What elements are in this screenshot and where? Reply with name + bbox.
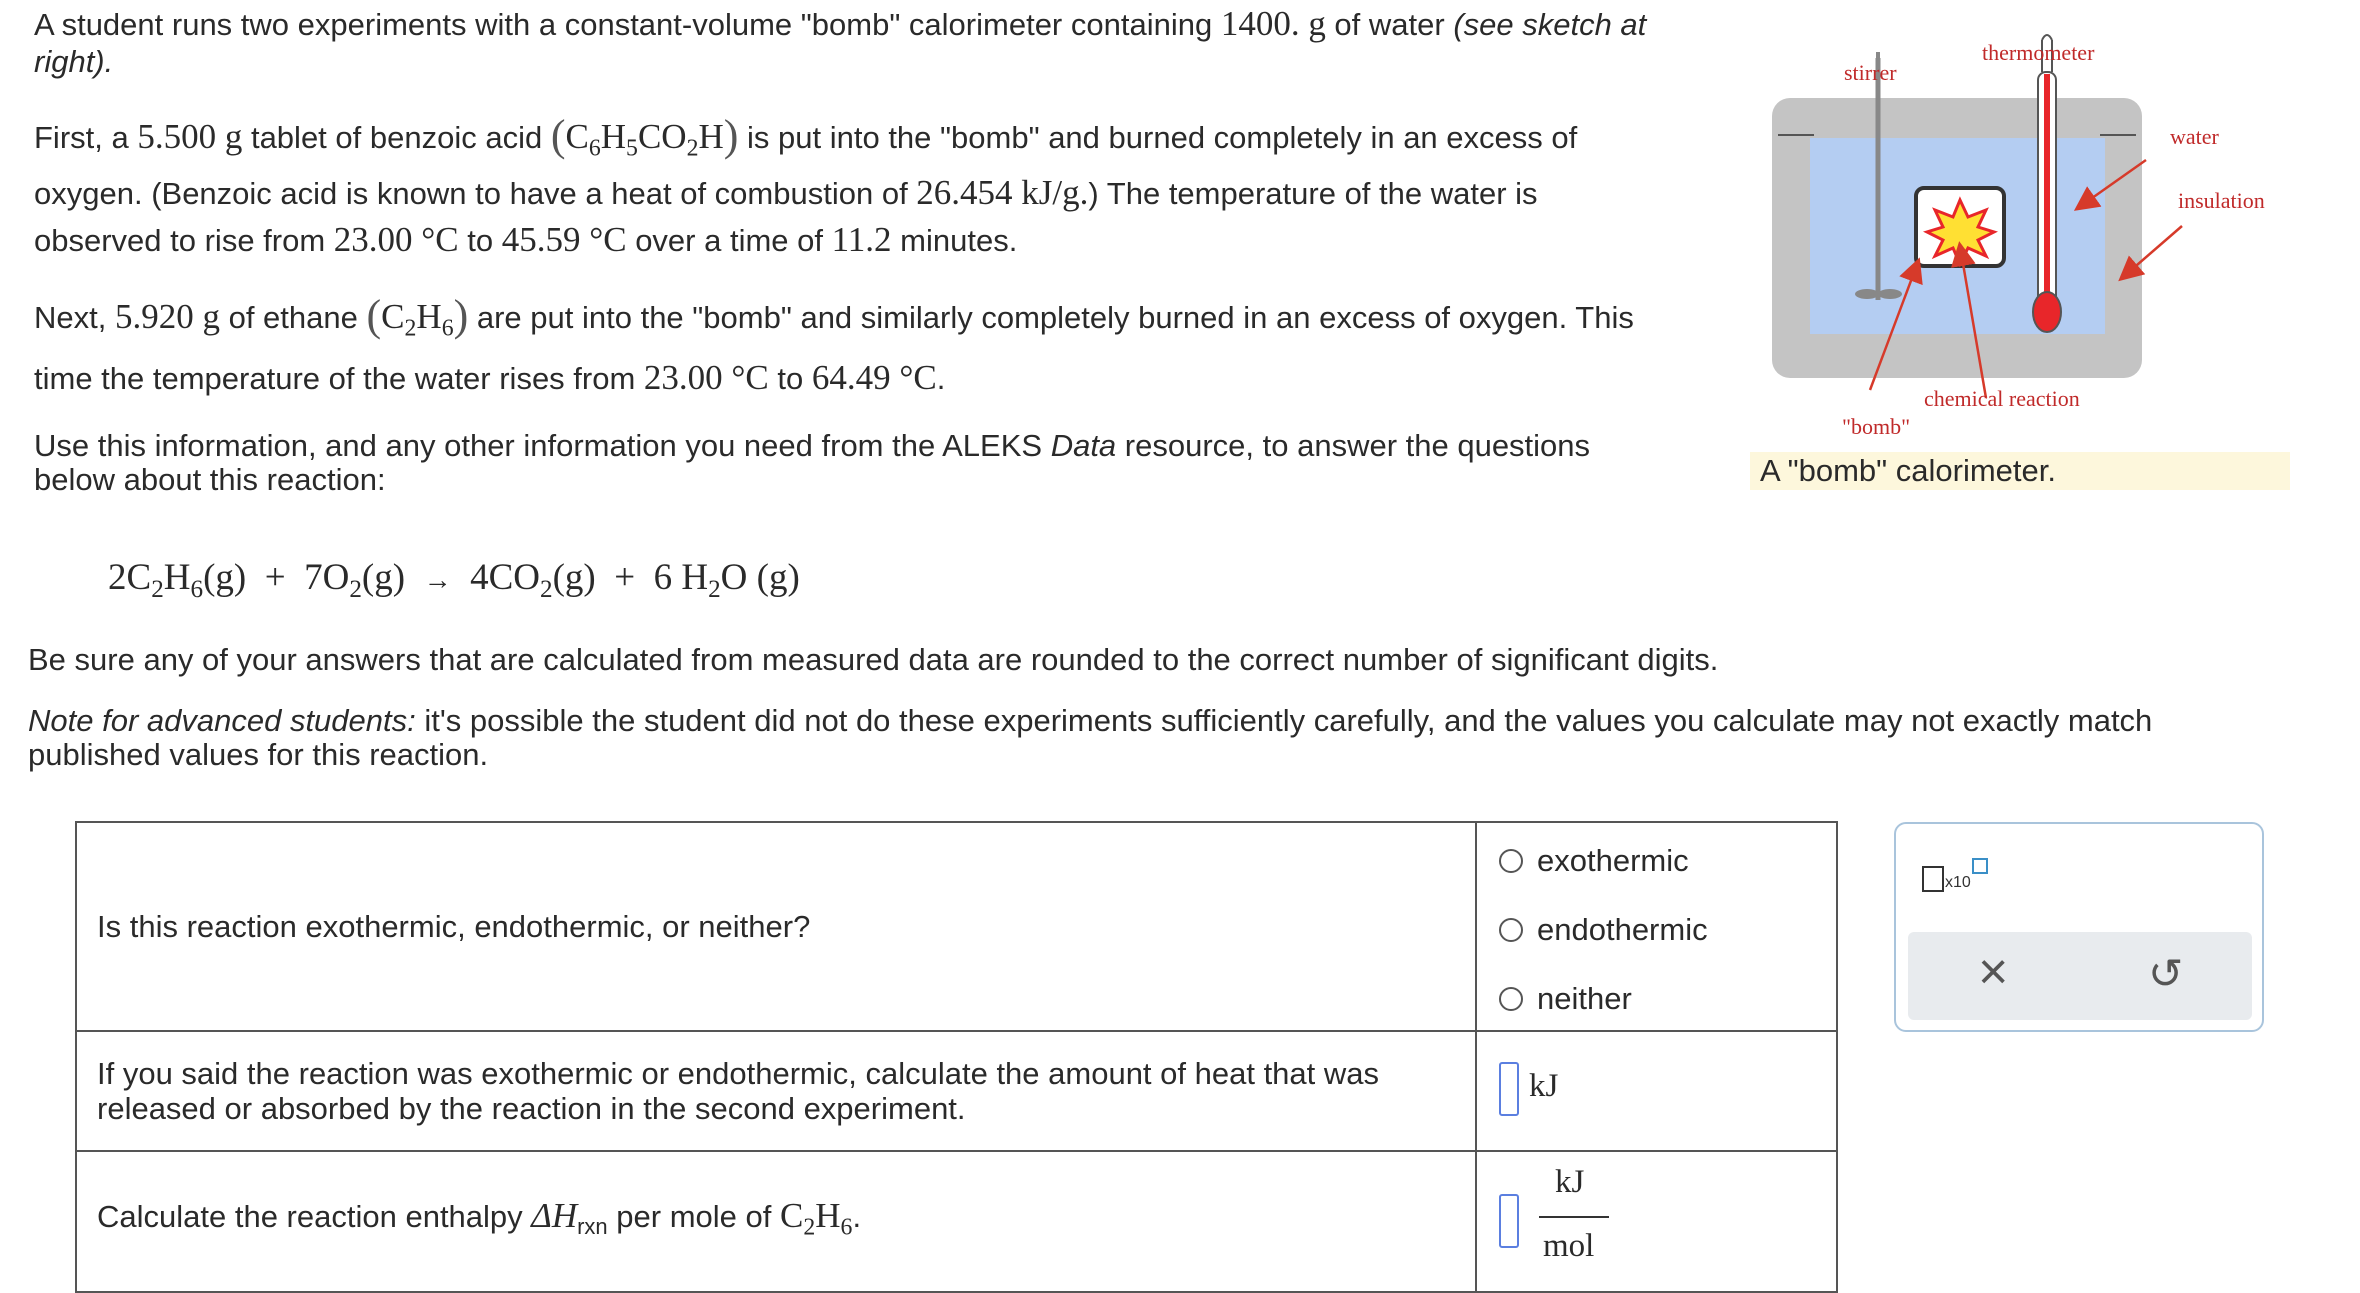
chemical-reaction-label: chemical reaction [1924,386,2080,411]
radio-neither[interactable] [1499,987,1523,1011]
insulation-label: insulation [2178,188,2265,213]
advanced-note-line1: Note for advanced students: it's possible the student did not do these experiments sufficiently carefully, and the values you calculate may not exactly match [28,703,2153,738]
sketch-caption: A "bomb" calorimeter. [1750,452,2290,490]
thermometer-label: thermometer [1982,40,2095,65]
exponent-box-icon [1972,858,1988,874]
advanced-note-line2: published values for this reaction. [28,737,489,772]
enthalpy-unit-denominator: mol [1543,1228,1595,1264]
bomb-label: "bomb" [1842,414,1911,439]
option-exothermic[interactable]: exothermic [1499,843,1689,879]
bomb-chamber [1916,188,2004,266]
water-label: water [2170,124,2219,149]
thermometer-icon [2033,35,2061,332]
question-3-answer [1476,1151,1837,1292]
use-line2: below about this reaction: [34,462,386,497]
ethane-formula: $C_2H_6$ [381,297,454,342]
tool-action-bar [1908,932,2252,1020]
first-line1: First, a 5.500 g tablet of benzoic acid $(C_6H_5CO_2H)$ is put into the "bomb" and burned completely in an excess of [34,111,1578,162]
enthalpy-unit-numerator: kJ [1555,1164,1585,1200]
question-2-answer [1476,1031,1837,1151]
fraction-bar [1539,1216,1609,1218]
question-row-3 [76,1151,1837,1292]
next-line2: time the temperature of the water rises from 23.00 °C to 64.49 °C. [34,358,946,397]
math-tool-panel [1894,822,2264,1032]
stirrer-label: stirrer [1844,60,1897,85]
enthalpy-input[interactable] [1499,1194,1519,1248]
mantissa-box-icon [1922,866,1944,892]
next-line1: Next, 5.920 g of ethane $(C_2H_6)$ are put into the "bomb" and similarly completely burned in an excess of oxygen. This [34,291,1634,342]
use-line1: Use this information, and any other information you need from the ALEKS Data resource, to answer the questions [34,428,1591,463]
option-neither[interactable]: neither [1499,981,1632,1017]
question-1-answer [1476,822,1837,1031]
intro-line2: right). [34,44,114,79]
benzoic-acid-formula: $C_6H_5CO_2H$ [565,117,724,162]
question-1-text: Is this reaction exothermic, endothermic, or neither? [76,822,1476,1031]
x10-label: x10 [1945,874,1971,891]
reaction-equation: $2C_2H_6(g) + 7O_2(g) \to 4CO_2(g) + 6$ $H_2O$ (g) [108,557,800,604]
heat-unit: kJ [1529,1068,1559,1104]
sig-digits-note: Be sure any of your answers that are calculated from measured data are rounded to the correct number of significant digits. [28,642,1719,677]
first-line3: observed to rise from 23.00 °C to 45.59 °C over a time of 11.2 minutes. [34,220,1018,259]
intro-line1: A student runs two experiments with a constant-volume "bomb" calorimeter containing 1400. g of water (see sketch at [34,4,1647,43]
question-row-1 [76,822,1837,1031]
heat-input[interactable] [1499,1062,1519,1116]
option-endothermic[interactable]: endothermic [1499,912,1708,948]
radio-endothermic[interactable] [1499,918,1523,942]
question-2-text: If you said the reaction was exothermic or endothermic, calculate the amount of heat that was released or absorbed by the reaction in the second experiment. [76,1031,1476,1151]
reaction-arrow: → [423,565,452,596]
question-3-text: Calculate the reaction enthalpy $\Delta H_{rxn}$ per mole of $C_2H_6$. [76,1151,1476,1292]
question-row-2 [76,1031,1837,1151]
radio-exothermic[interactable] [1499,849,1523,873]
first-line2: oxygen. (Benzoic acid is known to have a heat of combustion of 26.454 kJ/g.) The temperature of the water is [34,173,1538,212]
undo-icon[interactable]: ↺ [2148,950,2184,997]
clear-icon[interactable]: × [1978,943,2009,1001]
bomb-calorimeter-sketch [1750,20,2310,460]
answer-table [75,821,1838,1293]
x10-button[interactable] [1922,858,1986,894]
